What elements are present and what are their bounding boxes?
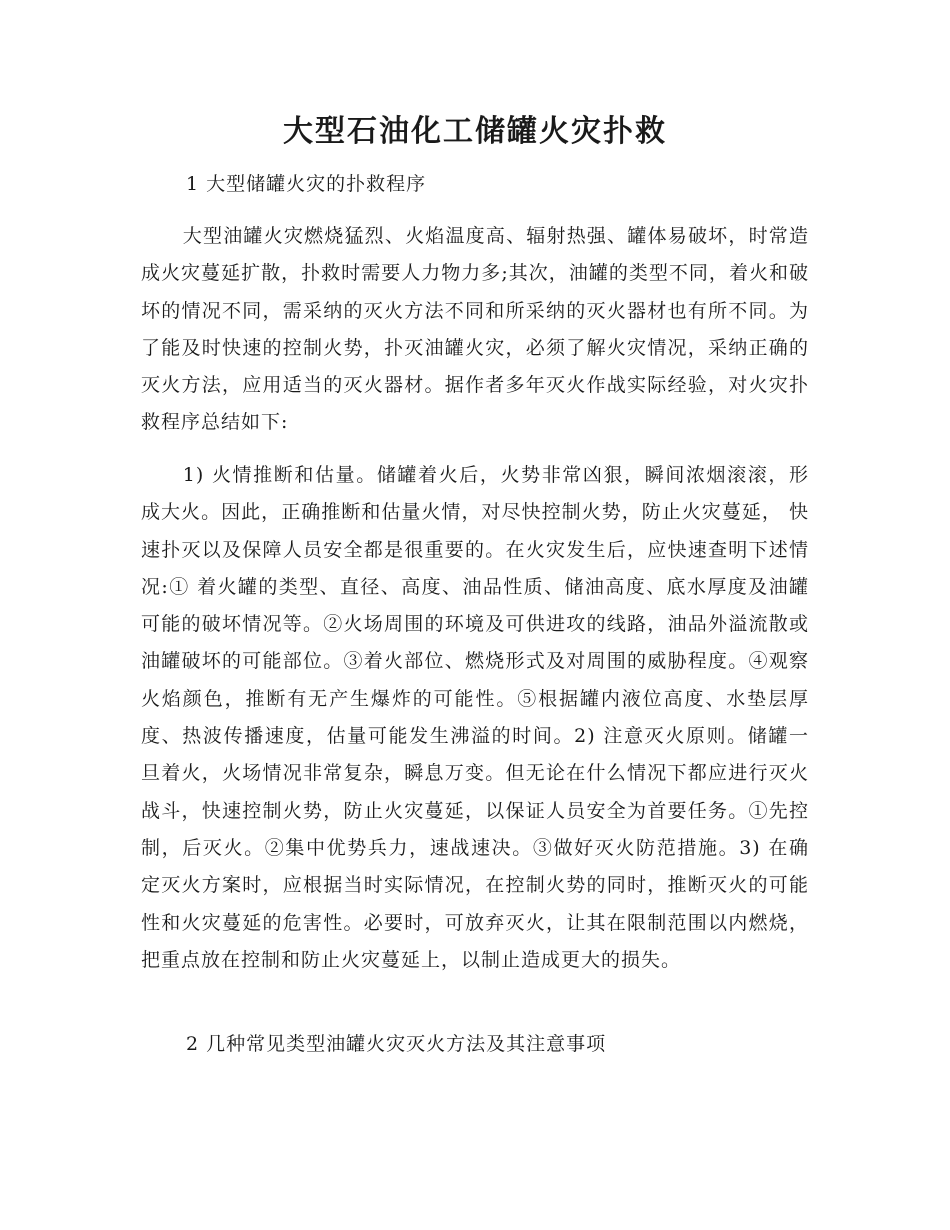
section-heading-2: 2 几种常见类型油罐火灾灭火方法及其注意事项 bbox=[186, 1033, 607, 1055]
paragraph-procedure: 1) 火情推断和估量。储罐着火后，火势非常凶狠，瞬间浓烟滚滚，形成大火。因此，正确推断和估量火情，对尽快控制火势，防止火灾蔓延， 快速扑灭以及保障人员安全都是很重要的。在火灾发生后，应快速查明下述情况:① 着火罐的类型、直径、高度、油品性质、储油高度、底水厚度及油罐可能的破坏情况等。②火场周围的环境及可供进攻的线路，油品外溢流散或油罐破坏的可能部位。③着火部位、燃烧形式及对周围的威胁程度。④观察火焰颜色，推断有无产生爆炸的可能性。⑤根据罐内液位高度、水垫层厚度、热波传播速度，估量可能发生沸溢的时间。2) 注意灭火原则。储罐一旦着火，火场情况非常复杂，瞬息万变。但无论在什么情况下都应进行灭火战斗，快速控制火势，防止火灾蔓延，以保证人员安全为首要任务。①先控制，后灭火。②集中优势兵力，速战速决。③做好灭火防范措施。3) 在确定灭火方案时，应根据当时实际情况，在控制火势的同时，推断灭火的可能性和火灾蔓延的危害性。必要时，可放弃灭火，让其在限制范围以内燃烧，把重点放在控制和防止火灾蔓延上，以制止造成更大的损失。 bbox=[141, 464, 809, 971]
document-title: 大型石油化工储罐火灾扑救 bbox=[283, 114, 667, 149]
paragraph-intro: 大型油罐火灾燃烧猛烈、火焰温度高、辐射热强、罐体易破坏，时常造成火灾蔓延扩散，扑救时需要人力物力多;其次，油罐的类型不同，着火和破坏的情况不同，需采纳的灭火方法不同和所采纳的灭火器材也有所不同。为了能及时快速的控制火势，扑灭油罐火灾，必须了解火灾情况，采纳正确的灭火方法，应用适当的灭火器材。据作者多年灭火作战实际经验，对火灾扑救程序总结如下: bbox=[141, 225, 809, 434]
section-heading-1: 1 大型储罐火灾的扑救程序 bbox=[186, 173, 427, 195]
